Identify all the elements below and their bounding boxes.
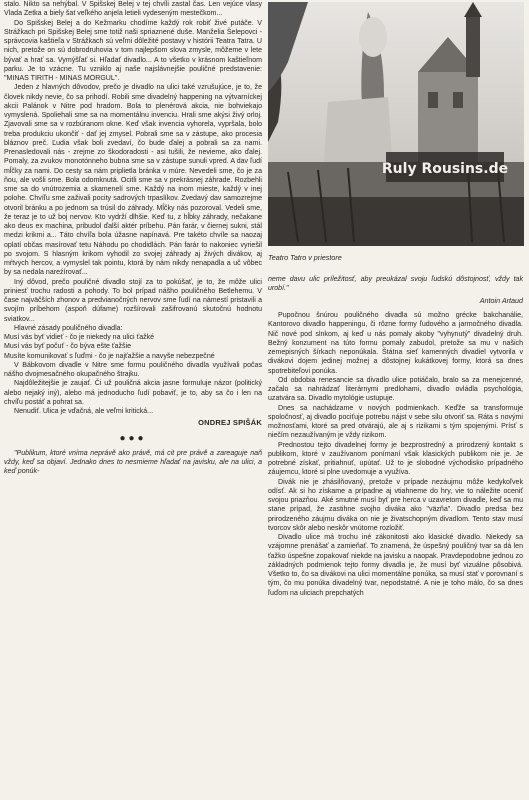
photo-sign-text: Ruly Rousins.de [381, 161, 509, 177]
article-paragraph: V Bábkovom divadle v Nitre sme formu pouličného divadla využívali počas nášho dvojmesačného okupačného štrajku. [4, 361, 262, 378]
article-paragraph: Hlavné zásady pouličného divadla: [14, 324, 123, 332]
street-theatre-photo [268, 2, 524, 246]
article-paragraph: Iný dôvod, prečo pouličné divadlo stojí za to pokúšať, je to, že môže ulici priniesť trochu radosti a pohody. To bol prípad nášho pouličného Betlehemu. V čase najväčších zhonov a predvianočných nervov sme ľudí na námestí pristavili a svojím príbehom (aspoň dúfame) rozšírovali zašifrovanú skutočnú hodnotu sviatkov... [4, 278, 262, 323]
article-paragraph: Od obdobia renesancie sa divadlo ulice potiáčalo, bralo sa za menejcenné, začalo sa nahrádzať literárnymi predlohami, divadlo ovládla psychológia, uzatvára sa. Divadlo mytológie ustupuje. [268, 376, 523, 403]
article-paragraph: Nenudiť. Ulica je vďačná, ale veľmi kritická... [14, 408, 154, 415]
article-paragraph: Do Spišskej Belej a do Kežmarku chodíme každý rok robiť živé putáče. V Strážkach pri Spišskej Belej sme totiž naši spriaznené duše. Manželia Šelepovci - správcovia kaštieľa v Strážkach sú veľmi dôležité postavy v histórii Teatra Tatra. U nich, pretože on sú dobrodruhovia v tom najlepšom slova zmysle, môžeme v lete bývať a hrať sa. Vymýšľať si. Hľadať divadlo... A to všetko v krásnom kaštieľnom parku. Je to vzácne. Tu vzniklo aj naše najslávnejšie pouličné predstavenie: "MINAS TIRITH - MINAS MORGUL". [4, 19, 262, 82]
principle-list-item: Musíte komunikovať s ľuďmi - čo je najťažšie a navyše nebezpečné [4, 352, 215, 360]
article-paragraph: Divadlo ulice má trochu iné zákonitosti ako klasické divadlo. Niekedy sa vzájomne prenášať a zamieňať. To znamená, že úspešný pouličný tvar sa dá len ťažko úspešne zopakovať niekde na javisku a naopak. Pravdepodobne jednou zo základných podmienok tejto formy divadla je, že musí byť vizuálne pôsobivá. Všetko to, čo sa divákovi na ulici momentálne ponúka, sa musí stať v porovnaní s tým, čo mu ponúka divadelný tvar, nepodstatné. A nie je toho málo, čo sa dnes ľuďom na uliciach prepchatých [268, 534, 523, 597]
article-paragraph: Jeden z hlavných dôvodov, prečo je divadlo na ulici také vzrušujúce, je to, že človek nikdy nevie, čo sa prihodí. Robili sme divadelný happening na výtvarníckej akcii Palánok v Nitre pod hradom. Bola to plenérová akcia, nie bohviekajo vymyslená. Spoliehali sme sa na momentálnu invenciu. Hrali sme akýsi živý orloj. Zjavovali sme sa v rozbúranom okne. Keď však invencia vyhorela, vypršala, bolo treba produkciu ukončiť - dať jej zmysel. Pobrali sme sa v zástupe, ako procesia bláznov preč. Ľudia však boli zvedaví, čo bude ďalej a pobrali sa za nami. Prenasledovali nás - zrejme zo škodoradosti - asi tušili, že nevieme, ako ďalej. Pomaly, za zvukov monotónneho bubna sme sa v zástupe sunuli vpred. A dav ľudí mĺčky za nami. Do cesty sa nám priplietla bránka v múre. Nevedeli sme, čo je za ňou, ale vošli sme. Bola odomknutá. Ocitli sme sa v prekrásnej záhrade. Rozbehli sme sa do vnútrozemia a skamenelí sme. Každý na inom mieste, každý v inej polohe. Chvíľu sme zaživali pocity sadrových trpaslíkov. Zvedavý dav samozrejme otvoril bránku a po jednom sa trúsil do záhrady. Mĺčky nás pozoroval. Vedeli sme, že teraz je to už boj nervov. Kto vydrží dlhšie. Keď tu, z hĺbky záhrady, nečakane ako deus ex machina, pribudol ďalší aktér príbehu. Pán farár, v čiernej sukni, stál medzi krikmi a... Táto chvíľa bola úžasne napínavá. Pre takéto chvíle sa naozaj oplatí občas masírovať tetu Náhodu po chodidlách. Pán farár to nakoniec vyriešil po svojom. S hlasným krikom vyhodil zo svojej záhrady aj živých divákov, aj mŕtvych hercov, a vymyslel tak pointu, ktorá by nám nikdy nenapadla a uč vôbec by sa nedala nareźírovať... [4, 84, 262, 277]
photo-caption: Teatro Tatro v priestore [268, 253, 342, 262]
section-separator: ●●● [119, 432, 147, 444]
principle-list-item: Musí vás byť počuť - čo býva ešte ťažšie [4, 343, 131, 351]
epigraph-author: Antoin Artaud [479, 296, 523, 305]
article-paragraph: Prednostou tejto divadelnej formy je bezprostredný a prirodzený kontakt s publikom, ktoré v zaužívanom ponímaní však klasických publikom nie je. Je potrebné získať, pritiahnuť, upútať. Už to je slobodné východisko prípadného záujemcu, ktoré si plne uvedomuje a využíva. [268, 441, 523, 477]
article-paragraph: Pupočnou šnúrou pouličného divadla sú možno grécke bakchanálie, Kantorovo divadlo happeningu, či rôzne formy ľudového a jarmočného divadla. Nič nové pod slnkom, aj keď u nás pomaly akoby "vyhynutý" divadelný druh. Bežný konzument na túto formu pomaly zabudol, pretože sa mu v našich zemepisných šírkach neponúkala. Štátna sieť kamenných divadiel vytvorila v divákovi dojem jedinej možnej a dôstojnej kukátkovej formy, ktorá sa dnes spotrebiteľovi ponúka. [268, 312, 523, 375]
epigraph-quote: neme davu ulic príležitosť, aby preukázal svoju ľudskú dôstojnosť, vždy tak urobí." [268, 276, 523, 293]
article-paragraph: Najdôležitejšie je zaujať. Či už pouličná akcia jasne formuluje názor (politický alebo nejaký iný), alebo má jednoducho ľudí pobaviť, je to, aby sa čo i len na chvíľu postáť a pohrat sa. [4, 380, 262, 406]
photo-image [268, 2, 524, 246]
article-paragraph: Divák nie je zhásilňovaný, pretože v prípade nezáujmu môže kedykoľvek odísť. Ak si ho získame a prípadne aj vtiahneme do hry, vie to náležite oceniť svojou priazňou. Aké smutné musí byť pre herca v uzavretom divadle, keď sa mu stane prípad, že zastihne svojho diváka ako "väzňa". Divadlo predsa bez prirodzeného záujmu diváka on nie je živatschopným divadlom. Tento stav musí tvorcov skôr alebo neskôr vnútorne rozložiť. [268, 478, 523, 532]
left-column [4, 0, 262, 797]
right-column [268, 311, 523, 797]
article-paragraph: stalo. Nikto sa nehýbal. V Spišskej Belej v tej chvíli zastal čas. Len vejúce vlasy Vlada Zetka a biely šat veľkého anjela letieli vydeseným mestečkom... [4, 1, 262, 18]
principle-list-item: Musí vás byť vidieť - čo je niekedy na ulici ťažké [4, 334, 155, 341]
article-paragraph: Dnes sa nachádzame v nových podmienkach. Keďže sa transformuje spoločnosť, aj divadlo pociťuje potrebu nájst v sebe silu otvoriť sa. Ráta s novými možnosťami, ktoré sa pred otvárajú, ale aj s rizikami s tým spojenými. Prísť s niečím nezaužívaným je vždy rizikom. [268, 404, 523, 440]
closing-quote: "Publikum, ktoré vníma neprávě ako právě, má cit pre právě a zareaguje naň vždy, keď sa objaví. Jednako dnes to nesmieme hľadať na javisku, ale na ulici, a keď ponúk- [4, 449, 262, 476]
article-author: ONDREJ SPIŠÁK [198, 418, 262, 428]
